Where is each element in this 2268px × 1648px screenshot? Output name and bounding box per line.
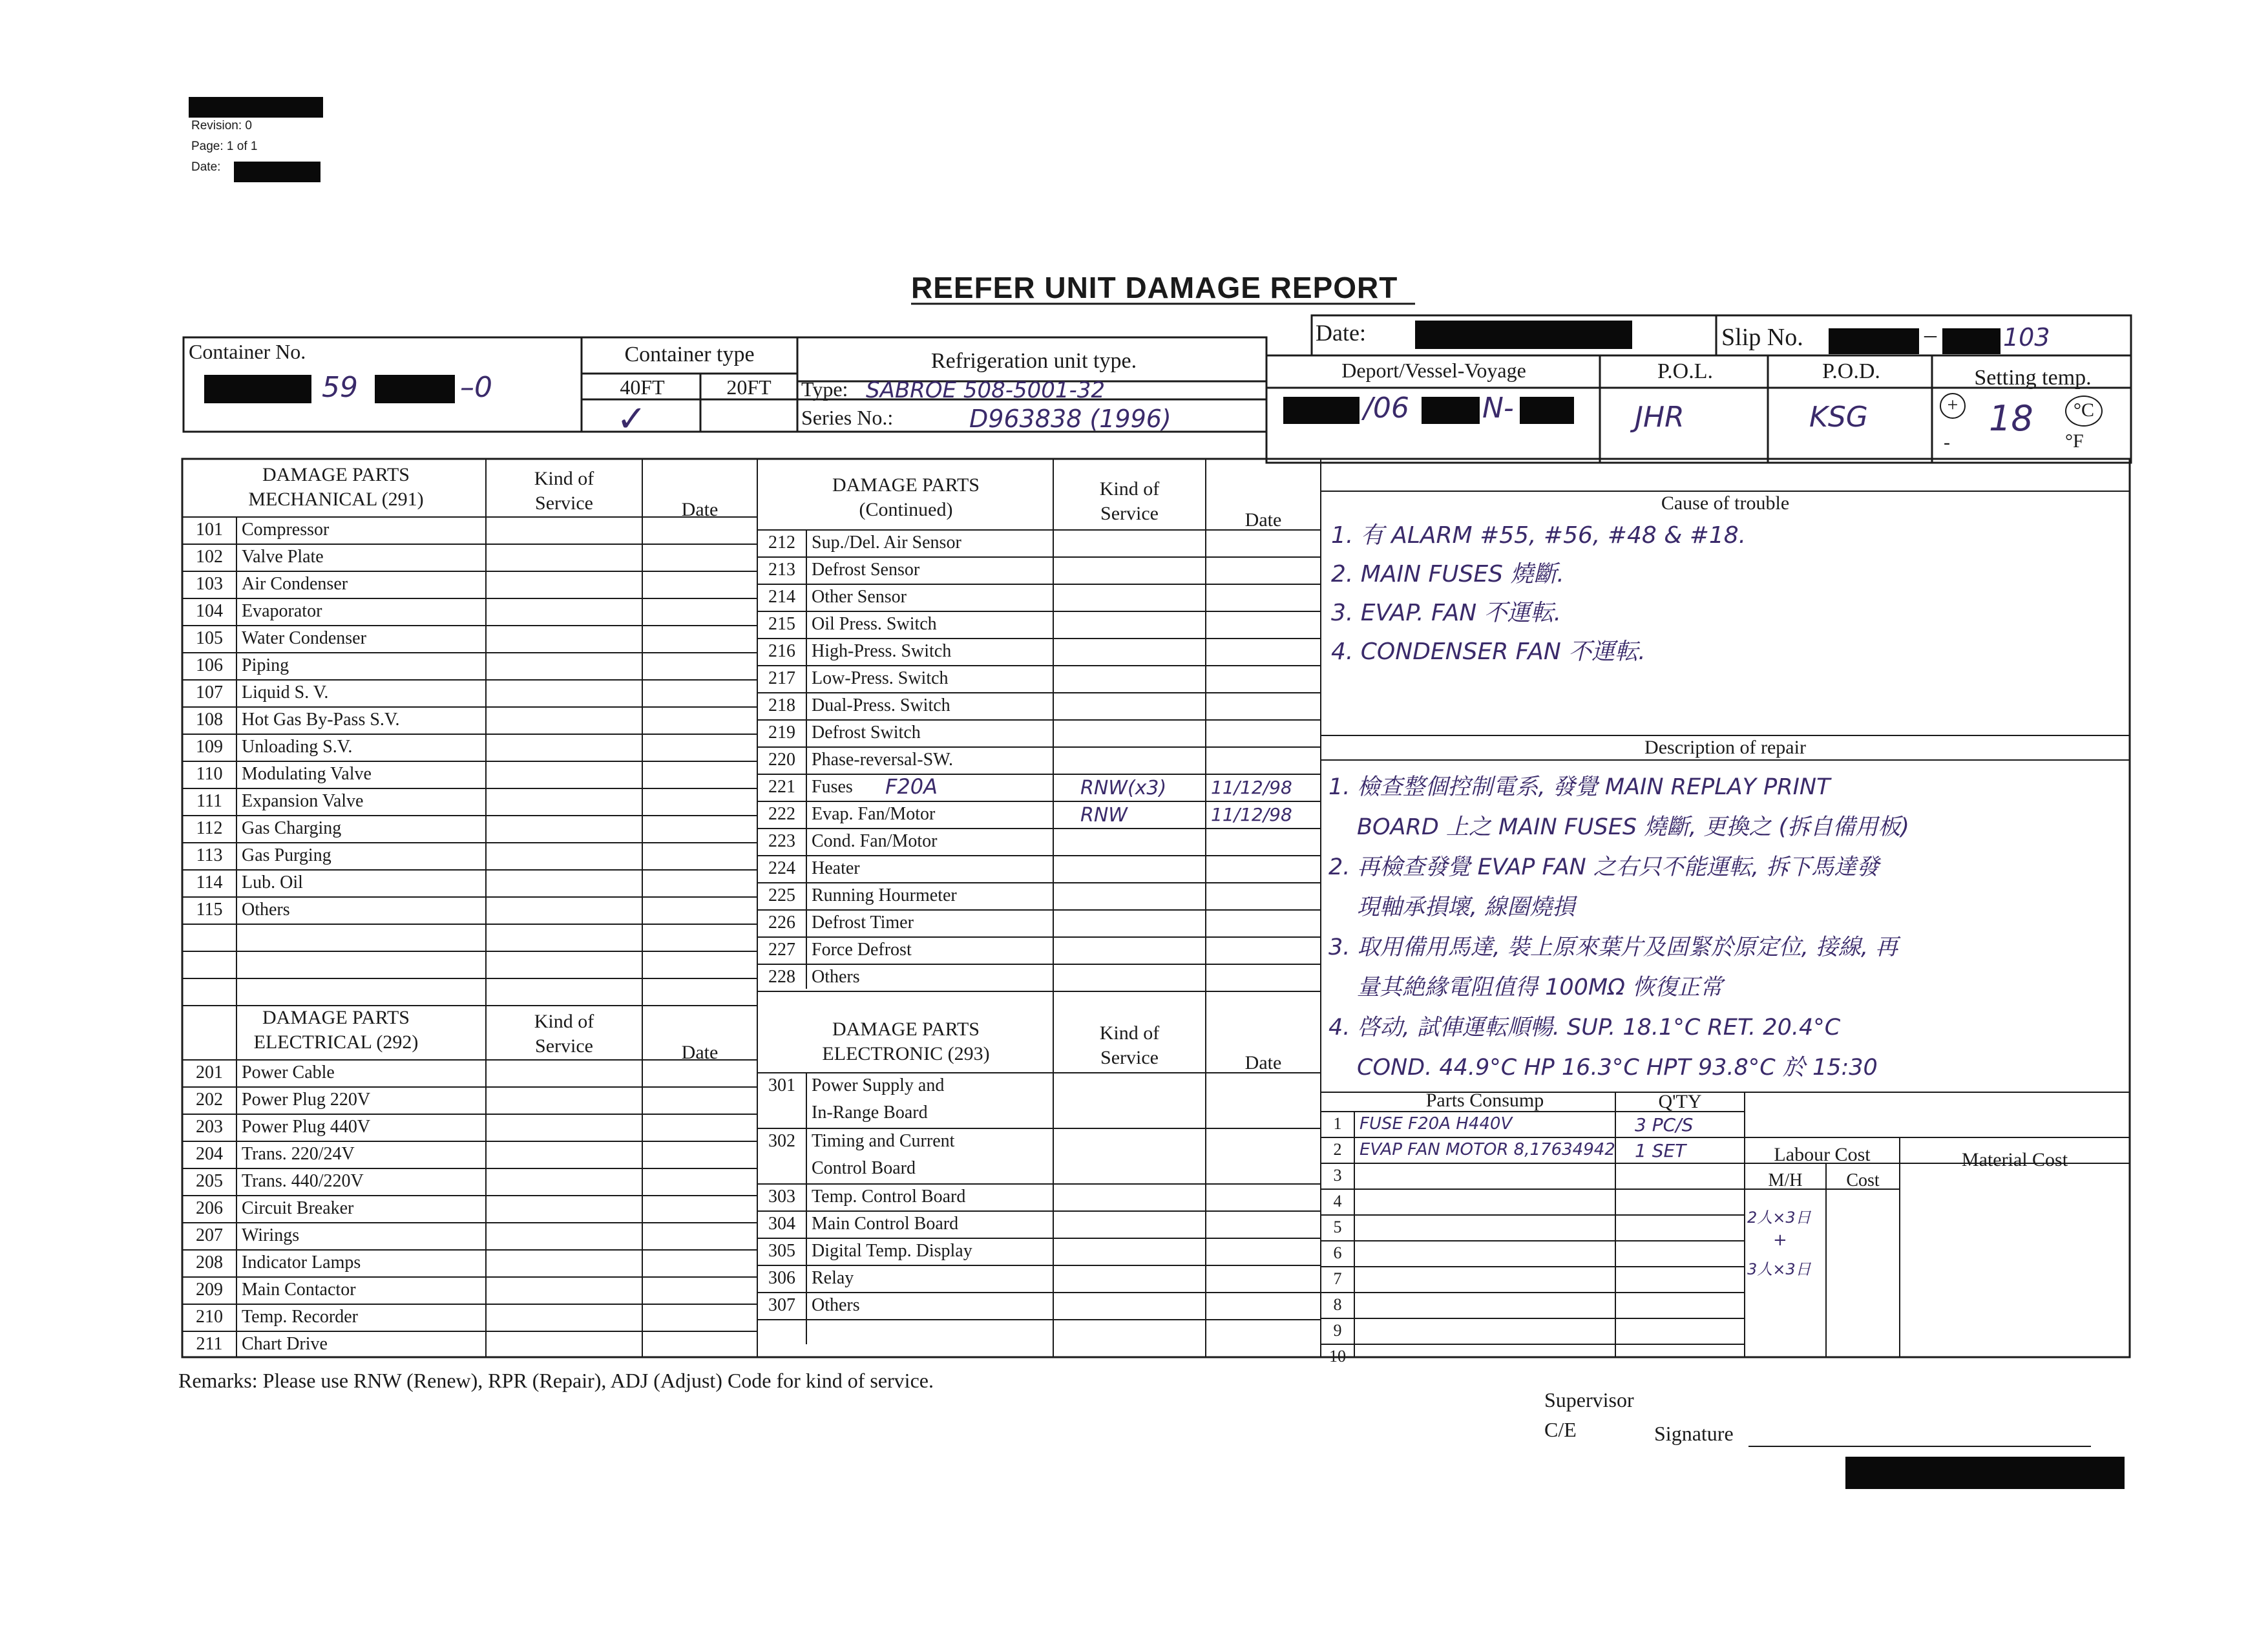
part-name: Cond. Fan/Motor	[812, 831, 938, 851]
electronic-title2: ELECTRONIC (293)	[822, 1043, 990, 1064]
type-value: SABROE 508-5001-32	[866, 377, 1106, 403]
part-code: 217	[768, 668, 795, 688]
part-name: Defrost Sensor	[812, 560, 920, 580]
part-code: 210	[196, 1307, 223, 1327]
continued-title2: (Continued)	[859, 499, 953, 520]
part-code: 208	[196, 1252, 223, 1273]
part-code: 225	[768, 885, 795, 905]
part-name: Trans. 440/220V	[242, 1171, 364, 1191]
date-text: Date:	[191, 160, 221, 174]
kind-label2: Service	[1100, 1047, 1159, 1068]
part-code: 107	[196, 682, 223, 703]
part-name: Force Defrost	[812, 940, 912, 960]
redacted-block	[1283, 397, 1360, 424]
repair-line: 2. 再檢查發覺 EVAP FAN 之右只不能運転, 拆下馬達發	[1328, 854, 1880, 880]
part-name: Expansion Valve	[242, 791, 364, 811]
part-code: 228	[768, 967, 795, 987]
series-label: Series No.:	[801, 406, 894, 429]
slip-no-label: Slip No.	[1721, 324, 1803, 351]
part-code: 209	[196, 1280, 223, 1300]
parts-row-no: 4	[1333, 1192, 1342, 1210]
part-name: Timing and Current	[812, 1131, 955, 1151]
part-name: High-Press. Switch	[812, 641, 952, 661]
remarks-text: Remarks: Please use RNW (Renew), RPR (Repair), ADJ (Adjust) Code for kind of service.	[178, 1369, 934, 1392]
part-code: 201	[196, 1062, 223, 1083]
part-code: 302	[768, 1131, 795, 1151]
repair-line: COND. 44.9°C HP 16.3°C HPT 93.8°C 於 15:30	[1357, 1055, 1878, 1081]
kind-label2: Service	[535, 1035, 593, 1057]
part-code: 303	[768, 1187, 795, 1207]
cause-label: Cause of trouble	[1661, 492, 1790, 514]
part-name: Piping	[242, 655, 289, 675]
service-date-value: 11/12/98	[1211, 777, 1292, 798]
part-code: 206	[196, 1198, 223, 1218]
parts-row-no: 9	[1333, 1321, 1342, 1340]
repair-line: 現軸承損壞, 線圈燒損	[1357, 894, 1575, 920]
mechanical-header	[187, 463, 485, 512]
electronic-header	[760, 1017, 1052, 1066]
kind-label2: Service	[535, 492, 593, 514]
plus-sign: +	[1940, 393, 1966, 419]
part-name: Sup./Del. Air Sensor	[812, 533, 961, 553]
revision-text: Revision: 0	[191, 119, 252, 132]
part-name: Unloading S.V.	[242, 737, 353, 757]
part-code: 111	[196, 791, 222, 811]
depot-part1: /06	[1363, 392, 1409, 425]
continued-date-header: Date	[1244, 509, 1282, 531]
part-name: Temp. Control Board	[812, 1187, 966, 1207]
part-code: 109	[196, 737, 223, 757]
setting-temp-label: Setting temp.	[1974, 366, 2092, 390]
container-no-part2: –0	[460, 371, 492, 404]
report-title: REEFER UNIT DAMAGE REPORT	[911, 271, 1398, 304]
part-name: Circuit Breaker	[242, 1198, 354, 1218]
parts-row-name: FUSE F20A H440V	[1360, 1114, 1513, 1134]
part-code: 205	[196, 1171, 223, 1191]
part-code: 224	[768, 858, 795, 878]
material-cost-label: Material Cost	[1961, 1149, 2068, 1170]
minus-sign: -	[1944, 432, 1950, 453]
page-text: Page: 1 of 1	[191, 140, 258, 153]
part-code: 220	[768, 750, 795, 770]
parts-row-no: 7	[1333, 1269, 1342, 1288]
electrical-header	[187, 1006, 485, 1055]
part-name: Temp. Recorder	[242, 1307, 358, 1327]
electronic-kind-header	[1055, 1021, 1204, 1070]
part-code: 227	[768, 940, 795, 960]
electrical-title1: DAMAGE PARTS	[262, 1007, 410, 1028]
part-code: 213	[768, 560, 795, 580]
kind-of-service-value: RNW(x3)	[1080, 777, 1167, 799]
redacted-block	[1942, 328, 2000, 354]
part-code: 218	[768, 695, 795, 715]
redacted-block	[204, 375, 311, 403]
part-name: Fuses	[812, 777, 853, 797]
part-name: Low-Press. Switch	[812, 668, 949, 688]
type-20ft: 20FT	[726, 375, 772, 399]
container-no-label: Container No.	[189, 340, 306, 363]
kind-label1: Kind of	[1099, 1022, 1160, 1044]
continued-kind-header	[1055, 477, 1204, 526]
mh-value1: 2人×3日	[1747, 1209, 1811, 1227]
part-name: Valve Plate	[242, 547, 324, 567]
part-name: Others	[812, 1295, 860, 1315]
part-name: Evaporator	[242, 601, 322, 621]
part-name: Power Plug 440V	[242, 1117, 371, 1137]
parts-row-qty: 1 SET	[1635, 1140, 1686, 1161]
setting-temp-value: 18	[1989, 398, 2033, 439]
electrical-title2: ELECTRICAL (292)	[253, 1031, 419, 1053]
kind-label1: Kind of	[1099, 478, 1160, 500]
part-code: 101	[196, 520, 223, 540]
part-code: 102	[196, 547, 223, 567]
service-date-value: 11/12/98	[1211, 804, 1292, 825]
part-code: 207	[196, 1225, 223, 1245]
mechanical-title2: MECHANICAL (291)	[248, 489, 424, 510]
part-name: Relay	[812, 1268, 854, 1288]
part-code: 108	[196, 710, 223, 730]
part-code: 301	[768, 1075, 795, 1095]
part-name: Chart Drive	[242, 1334, 328, 1354]
mechanical-title1: DAMAGE PARTS	[262, 464, 410, 485]
parts-row-no: 10	[1329, 1347, 1346, 1366]
part-code: 215	[768, 614, 795, 634]
type-40ft: 40FT	[620, 375, 665, 399]
electronic-title1: DAMAGE PARTS	[832, 1019, 980, 1040]
series-value: D963838 (1996)	[969, 405, 1171, 433]
mechanical-date-header: Date	[681, 499, 719, 520]
part-code: 214	[768, 587, 795, 607]
parts-row-no: 5	[1333, 1218, 1342, 1236]
depot-part2: N-	[1482, 392, 1514, 425]
part-name: Modulating Valve	[242, 764, 372, 784]
kind-of-service-value: RNW	[1080, 804, 1128, 827]
pod-value: KSG	[1809, 401, 1868, 434]
mechanical-kind-header	[487, 467, 641, 516]
parts-row-name: EVAP FAN MOTOR 8,17634942	[1360, 1140, 1615, 1159]
part-name: Dual-Press. Switch	[812, 695, 950, 715]
part-name: In-Range Board	[812, 1103, 928, 1123]
container-no-part1: 59	[322, 371, 358, 404]
part-name: Phase-reversal-SW.	[812, 750, 954, 770]
refrig-type-label: Refrigeration unit type.	[930, 349, 1137, 373]
part-name: Other Sensor	[812, 587, 907, 607]
repair-label: Description of repair	[1644, 737, 1806, 758]
part-code: 306	[768, 1268, 795, 1288]
part-name: Heater	[812, 858, 860, 878]
part-name: Power Plug 220V	[242, 1090, 371, 1110]
part-name: Power Cable	[242, 1062, 335, 1083]
continued-header	[760, 473, 1052, 522]
slip-dash: –	[1924, 321, 1937, 348]
part-code: 304	[768, 1214, 795, 1234]
supervisor-label: Supervisor	[1544, 1388, 1634, 1411]
part-name: Gas Purging	[242, 845, 331, 865]
part-name: Trans. 220/24V	[242, 1144, 355, 1164]
parts-row-no: 2	[1333, 1140, 1342, 1159]
part-name: Others	[242, 900, 290, 920]
part-name: Lub. Oil	[242, 872, 303, 893]
date-label: Date:	[1316, 320, 1366, 346]
repair-line: 3. 取用備用馬達, 裝上原來葉片及固緊於原定位, 接線, 再	[1328, 935, 1898, 960]
redacted-block	[1829, 328, 1919, 354]
part-name: Main Control Board	[812, 1214, 959, 1234]
part-name: Gas Charging	[242, 818, 342, 838]
redacted-block	[1415, 321, 1632, 349]
part-extra: F20A	[885, 774, 938, 799]
type-label: Type:	[801, 377, 848, 401]
electrical-kind-header	[487, 1009, 641, 1059]
part-code: 110	[196, 764, 223, 784]
part-name: Others	[812, 967, 860, 987]
cause-line: 4. CONDENSER FAN 不運転.	[1331, 639, 1646, 665]
part-code: 103	[196, 574, 223, 594]
redacted-block	[375, 375, 455, 403]
part-name: Control Board	[812, 1158, 916, 1178]
depot-label: Deport/Vessel-Voyage	[1341, 359, 1526, 382]
kind-label2: Service	[1100, 503, 1159, 524]
part-code: 113	[196, 845, 223, 865]
part-name: Wirings	[242, 1225, 300, 1245]
unit-celsius: °C	[2065, 396, 2103, 427]
part-code: 216	[768, 641, 795, 661]
repair-line: BOARD 上之 MAIN FUSES 燒斷, 更換之 (拆自備用板)	[1357, 814, 1909, 840]
part-name: Evap. Fan/Motor	[812, 804, 936, 824]
redacted-block	[1520, 397, 1574, 424]
cause-line: 2. MAIN FUSES 燒斷.	[1331, 561, 1564, 587]
parts-row-no: 8	[1333, 1295, 1342, 1314]
parts-row-qty: 3 PC/S	[1635, 1114, 1694, 1136]
cost-label: Cost	[1846, 1170, 1880, 1190]
repair-line: 量其絶緣電阻值得 100MΩ 恢復正常	[1357, 975, 1723, 1000]
parts-row-no: 1	[1333, 1114, 1342, 1133]
qty-label: Q'TY	[1658, 1091, 1702, 1112]
part-code: 226	[768, 913, 795, 933]
redacted-block	[1422, 397, 1480, 424]
part-name: Hot Gas By-Pass S.V.	[242, 710, 400, 730]
part-code: 203	[196, 1117, 223, 1137]
part-code: 219	[768, 723, 795, 743]
electrical-date-header: Date	[681, 1042, 719, 1063]
part-code: 211	[196, 1334, 223, 1354]
electronic-date-header: Date	[1244, 1052, 1282, 1073]
mh-label: M/H	[1768, 1170, 1803, 1190]
part-name: Liquid S. V.	[242, 682, 329, 703]
part-code: 112	[196, 818, 223, 838]
cause-line: 1. 有 ALARM #55, #56, #48 & #18.	[1331, 522, 1747, 549]
part-name: Running Hourmeter	[812, 885, 957, 905]
slip-no-value: 103	[2003, 323, 2050, 352]
continued-title1: DAMAGE PARTS	[832, 474, 980, 496]
kind-label1: Kind of	[534, 1011, 594, 1032]
part-code: 212	[768, 533, 795, 553]
part-name: Water Condenser	[242, 628, 366, 648]
cause-line: 3. EVAP. FAN 不運転.	[1331, 600, 1562, 626]
part-code: 105	[196, 628, 223, 648]
repair-line: 4. 啓动, 試俥運転順暢. SUP. 18.1°C RET. 20.4°C	[1328, 1015, 1841, 1041]
part-code: 104	[196, 601, 223, 621]
mh-value2: 3人×3日	[1747, 1260, 1811, 1278]
parts-label: Parts Consump	[1425, 1090, 1544, 1111]
part-code: 106	[196, 655, 223, 675]
part-name: Main Contactor	[242, 1280, 356, 1300]
labour-cost-label: Labour Cost	[1774, 1144, 1871, 1165]
mh-plus: +	[1773, 1231, 1787, 1250]
part-code: 204	[196, 1144, 223, 1164]
part-name: Indicator Lamps	[242, 1252, 361, 1273]
container-type-label: Container type	[624, 343, 755, 366]
signature-label: Signature	[1654, 1422, 1734, 1445]
part-name: Defrost Timer	[812, 913, 914, 933]
part-name: Oil Press. Switch	[812, 614, 937, 634]
parts-row-no: 3	[1333, 1166, 1342, 1185]
part-code: 222	[768, 804, 795, 824]
pol-label: P.O.L.	[1657, 359, 1713, 383]
pol-value: JHR	[1635, 401, 1685, 434]
part-code: 115	[196, 900, 223, 920]
redacted-block	[1845, 1457, 2125, 1489]
pod-label: P.O.D.	[1822, 359, 1880, 383]
kind-label1: Kind of	[534, 468, 594, 489]
part-code: 202	[196, 1090, 223, 1110]
unit-fahrenheit: °F	[2065, 430, 2084, 452]
part-name: Defrost Switch	[812, 723, 921, 743]
part-code: 114	[196, 872, 223, 893]
part-code: 307	[768, 1295, 795, 1315]
part-name: Compressor	[242, 520, 330, 540]
ce-label: C/E	[1544, 1418, 1577, 1441]
part-name: Digital Temp. Display	[812, 1241, 972, 1261]
part-name: Air Condenser	[242, 574, 348, 594]
parts-row-no: 6	[1333, 1243, 1342, 1262]
part-code: 221	[768, 777, 795, 797]
part-code: 223	[768, 831, 795, 851]
part-code: 305	[768, 1241, 795, 1261]
part-name: Power Supply and	[812, 1075, 945, 1095]
repair-line: 1. 檢查整個控制電系, 發覺 MAIN REPLAY PRINT	[1328, 774, 1831, 800]
checkmark-icon: ✓	[616, 398, 647, 440]
